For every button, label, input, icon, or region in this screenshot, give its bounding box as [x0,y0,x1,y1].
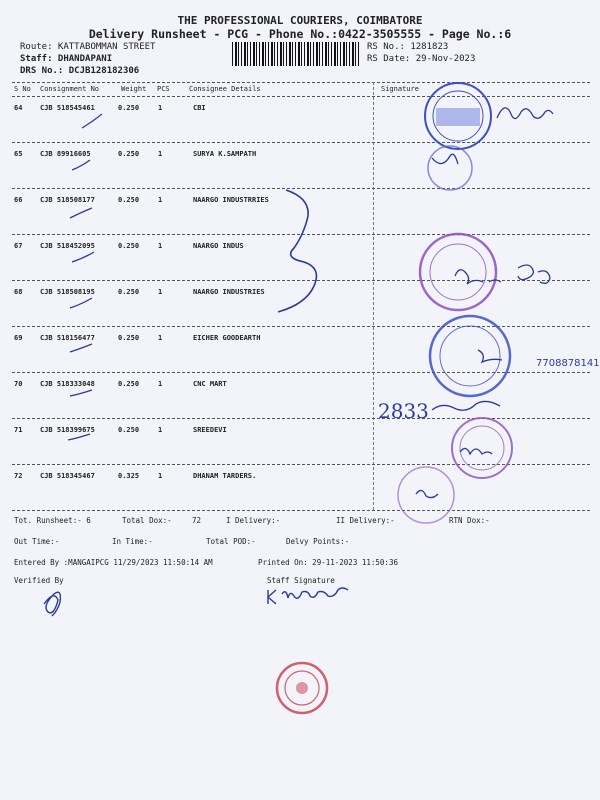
delvy-points: Delvy Points:- [286,537,350,546]
total-dox-value: 72 [192,516,202,525]
row-consignment-no: CJB 518452095 [40,242,95,250]
row-pcs: 1 [158,334,163,342]
rtn-dox: RTN Dox:- [449,516,490,525]
bank-stamp [425,83,491,149]
eicher-stamp [430,316,510,396]
cnc-mart-stamp [452,418,512,478]
signature-dhanam [416,490,438,497]
row-weight: 0.250 [118,196,140,204]
row-consignment-no: CJB 518156477 [40,334,95,342]
company-title: THE PROFESSIONAL COURIERS, COIMBATORE [177,14,423,27]
row-consignment-no: CJB 518333048 [40,380,95,388]
row-pcs: 1 [158,104,163,112]
handwritten-phone: 7708878141 [536,358,600,369]
row-consignment-no: CJB 89916605 [40,150,91,158]
rs-date: RS Date: 29-Nov-2023 [367,54,476,64]
row-pcs: 1 [158,472,163,480]
entered-by: Entered By :MANGAIPCG 11/29/2023 11:50:14 AM [14,558,213,567]
staff-signature-label: Staff Signature [267,576,335,585]
total-pod: Total POD:- [206,537,256,546]
row-sno: 64 [14,104,23,112]
row-weight: 0.250 [118,242,140,250]
naargo-stamp [420,234,496,310]
pcg-red-seal [277,663,327,713]
row-weight: 0.250 [118,426,140,434]
row-pcs: 1 [158,426,163,434]
total-dox-label: Total Dox:- [122,516,172,525]
runsheet-subtitle: Delivery Runsheet - PCG - Phone No.:0422-3505555 - Page No.:6 [88,27,512,41]
row-consignment-no: CJB 518545461 [40,104,95,112]
signature-naargo-2 [518,265,550,283]
row-weight: 0.250 [118,150,140,158]
bracket-scribble [278,190,316,312]
row-pcs: 1 [158,242,163,250]
verified-by: Verified By [14,576,64,585]
ii-delivery: II Delivery:- [336,516,395,525]
row-sno: 69 [14,334,23,342]
col-consignment: Consignment No [40,85,100,93]
row-consignee: SURYA K.SAMPATH [193,150,257,158]
row-sno: 72 [14,472,23,480]
staff-handwritten-signature [268,588,348,604]
row-sno: 68 [14,288,23,296]
row-pcs: 1 [158,150,163,158]
row-weight: 0.325 [118,472,140,480]
route-text: Route: KATTABOMMAN STREET [20,42,156,52]
rs-number: RS No.: 1281823 [367,42,449,52]
col-pcs: PCS [157,85,170,93]
verified-signature [44,592,60,616]
out-time: Out Time:- [14,537,60,546]
printed-on: Printed On: 29-11-2023 11:50:36 [258,558,398,567]
col-signature: Signature [381,85,419,93]
row-sno: 65 [14,150,23,158]
row-consignee: CBI [193,104,206,112]
handwritten-number: 2833 [378,399,429,423]
row-pcs: 1 [158,380,163,388]
tick-marks [68,114,102,440]
signature-65 [432,154,458,164]
tot-runsheet: Tot. Runsheet:- 6 [14,516,91,525]
row-consignee: NAARGO INDUSTRRIES [193,196,269,204]
row-weight: 0.250 [118,334,140,342]
row-consignment-no: CJB 518399675 [40,426,95,434]
row-sno: 71 [14,426,23,434]
row-weight: 0.250 [118,104,140,112]
signature-cnc-scribble [432,401,500,410]
staff-text: Staff: DHANDAPANI [20,54,113,64]
row-consignee: DHANAM TARDERS. [193,472,257,480]
row-pcs: 1 [158,196,163,204]
col-weight: Weight [121,85,147,93]
row-consignee: SREEDEVI [193,426,227,434]
row-consignee: CNC MART [193,380,227,388]
signature-cbi [497,108,553,119]
row-consignee: EICHER GOODEARTH [193,334,261,342]
col-consignee: Consignee Details [189,85,261,93]
signature-eicher [478,350,502,362]
row-weight: 0.250 [118,288,140,296]
row-sno: 66 [14,196,23,204]
signature-sreedevi [460,448,492,454]
row-consignment-no: CJB 518345467 [40,472,95,480]
row-consignment-no: CJB 518508177 [40,196,95,204]
row-consignee: NAARGO INDUS [193,242,244,250]
receiver-stamp-65 [428,146,472,190]
col-sno: S No [14,85,31,93]
row-sno: 70 [14,380,23,388]
drs-number: DRS No.: DCJB128182306 [20,66,140,76]
row-sno: 67 [14,242,23,250]
in-time: In Time:- [112,537,153,546]
i-delivery: I Delivery:- [226,516,281,525]
row-consignee: NAARGO INDUSTRIES [193,288,265,296]
row-weight: 0.250 [118,380,140,388]
row-pcs: 1 [158,288,163,296]
row-consignment-no: CJB 518508195 [40,288,95,296]
